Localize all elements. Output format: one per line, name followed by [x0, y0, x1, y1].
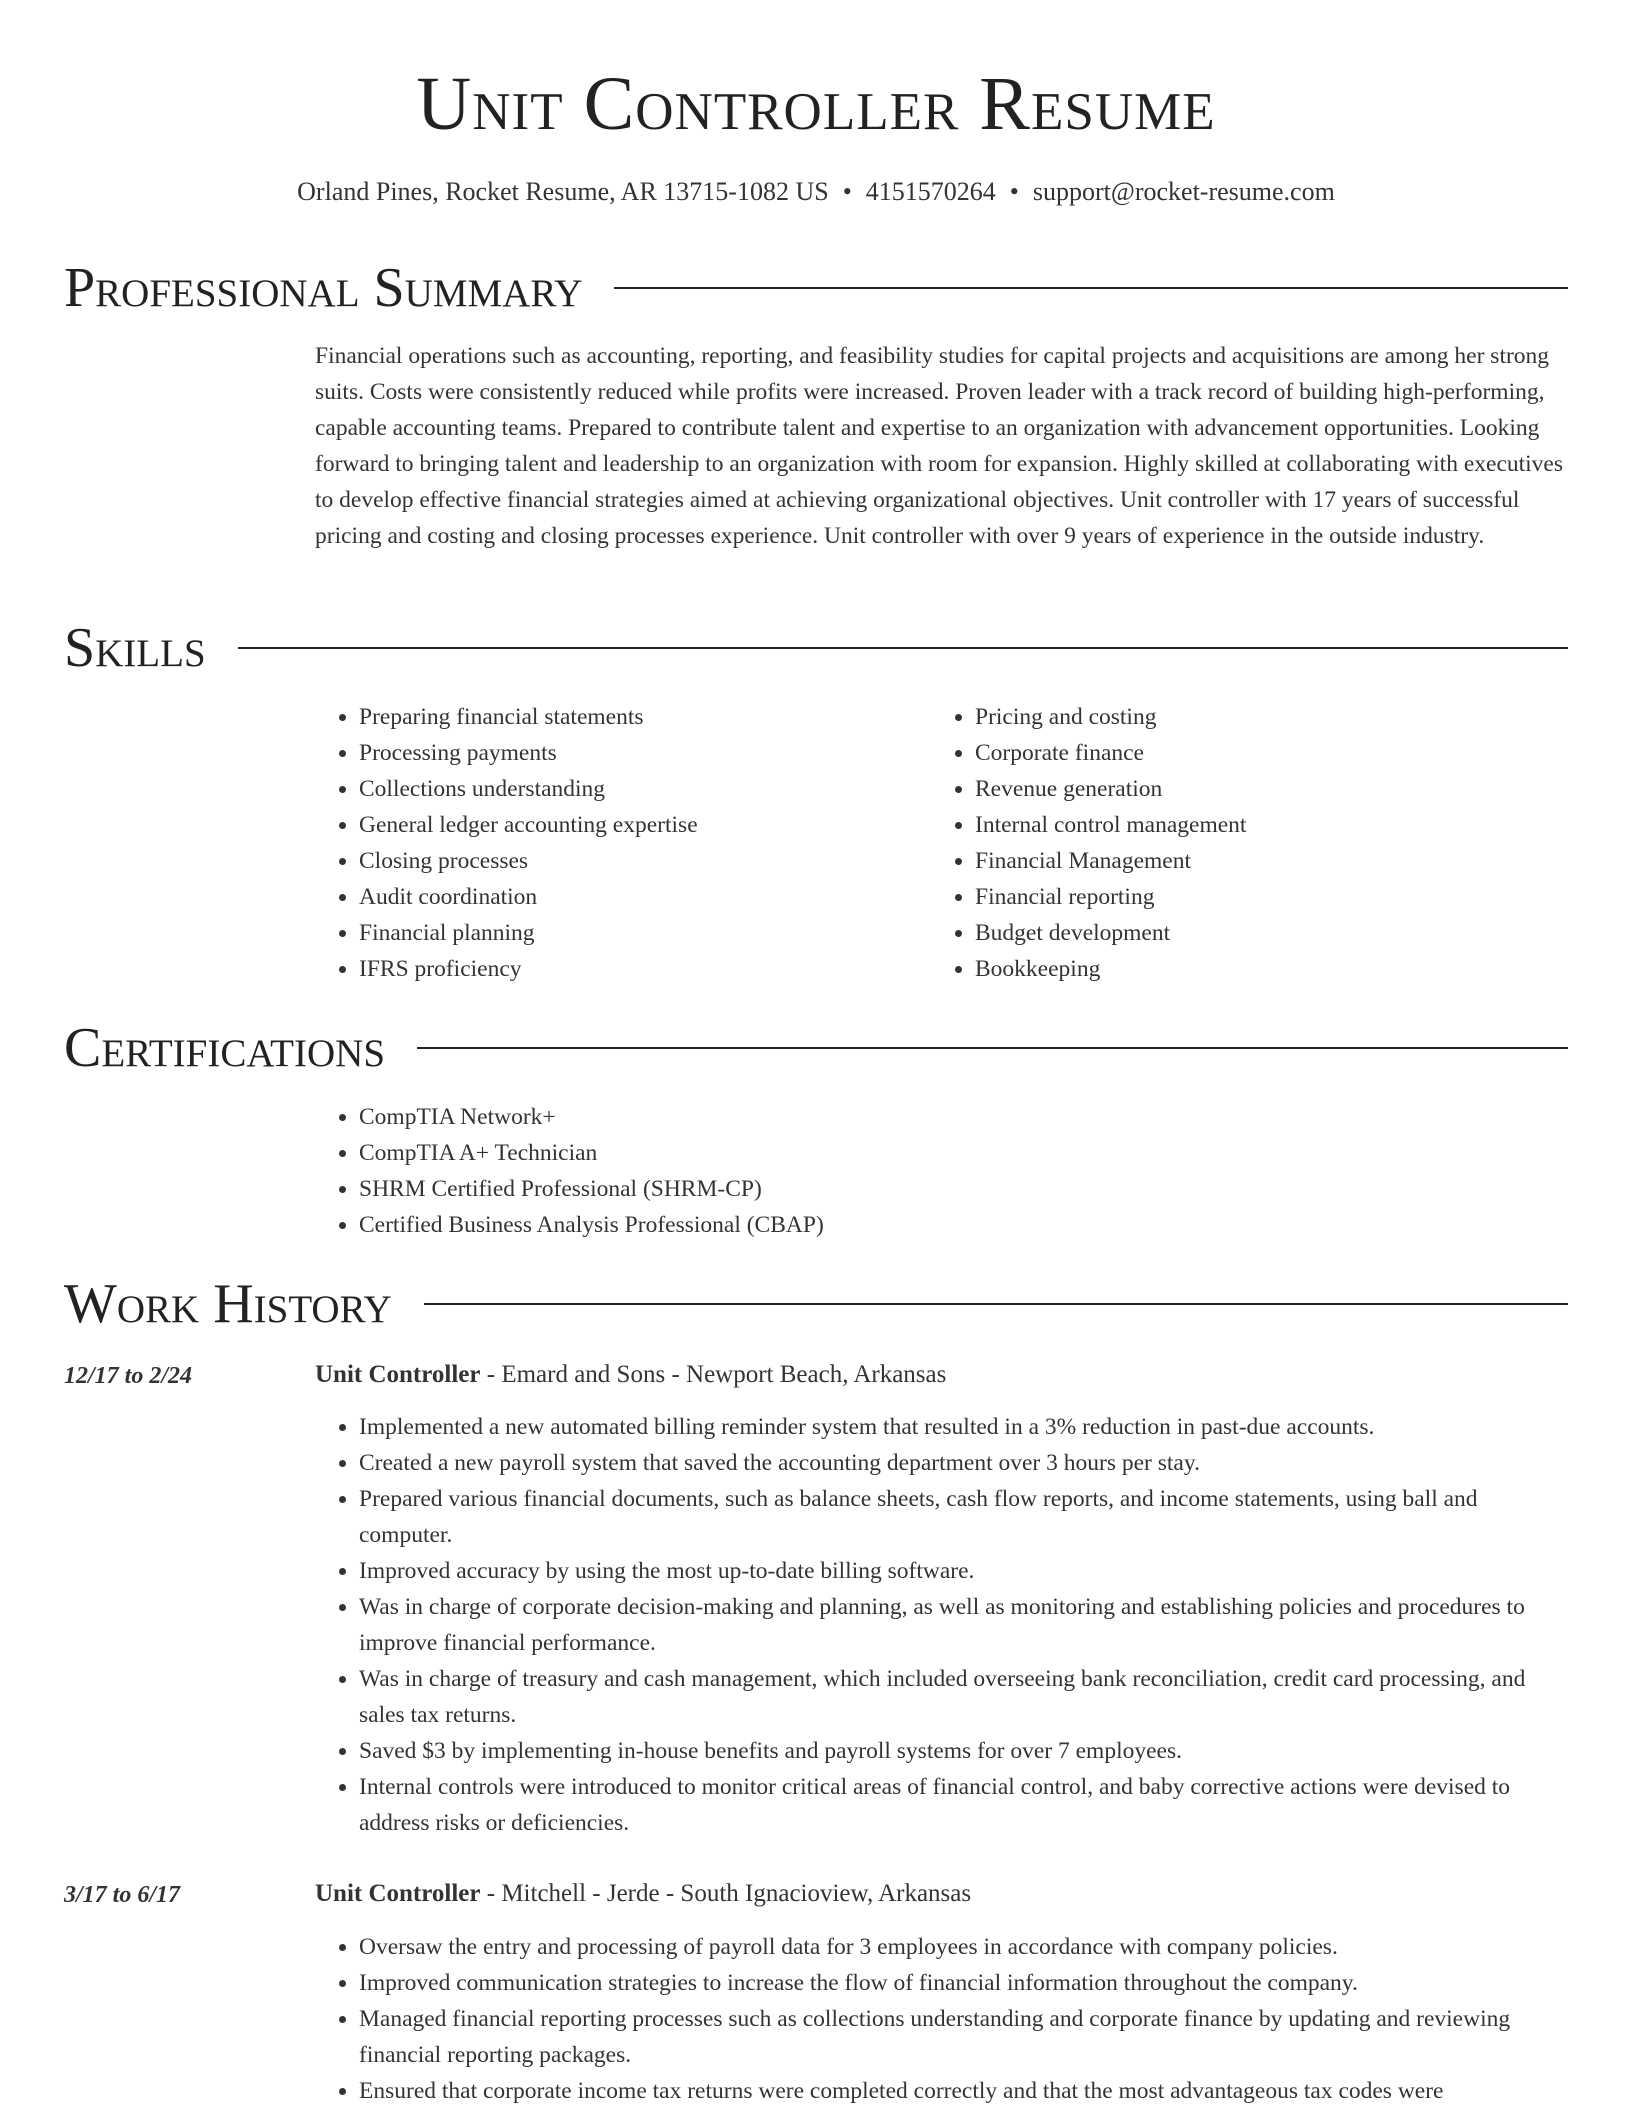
skill-item: • Budget development — [975, 915, 1547, 951]
skill-item: • Internal control management — [975, 807, 1547, 843]
skill-item: • Revenue generation — [975, 771, 1547, 807]
job-dates: 3/17 to 6/17 — [64, 1882, 181, 1908]
section-divider — [424, 1303, 1568, 1305]
responsibility-item: • Was in charge of corporate decision-making and planning, as well as monitoring and establishing policies and procedures to improve financial performance. — [359, 1589, 1567, 1661]
section-divider — [417, 1047, 1568, 1049]
certifications-list — [315, 1099, 1567, 1243]
job-title: Unit Controller — [315, 1880, 481, 1907]
certification-item: • SHRM Certified Professional (SHRM-CP) — [359, 1171, 1567, 1207]
job-employer-location: - Mitchell - Jerde - South Ignacioview, Arkansas — [480, 1880, 972, 1907]
responsibility-item: • Improved accuracy by using the most up-to-date billing software. — [359, 1553, 1567, 1589]
contact-email[interactable]: support@rocket-resume.com — [1032, 177, 1335, 206]
responsibility-item: • Oversaw the entry and processing of payroll data for 3 employees in accordance with company policies. — [359, 1929, 1567, 1965]
responsibility-item: • Internal controls were introduced to monitor critical areas of financial control, and baby corrective actions were devised to address risks or deficiencies. — [359, 1769, 1567, 1841]
skill-item: • Collections understanding — [359, 771, 931, 807]
responsibility-item: • Improved communication strategies to increase the flow of financial information throughout the company. — [359, 1965, 1567, 2001]
skills-column-right — [931, 699, 1547, 987]
responsibility-item: • Saved $3 by implementing in-house benefits and payroll systems for over 7 employees. — [359, 1733, 1567, 1769]
certification-item: • Certified Business Analysis Professional (CBAP) — [359, 1207, 1567, 1243]
responsibility-item: • Prepared various financial documents, such as balance sheets, cash flow reports, and income statements, using ball and computer. — [359, 1481, 1567, 1553]
job-heading — [315, 1876, 971, 1912]
certification-item: • CompTIA A+ Technician — [359, 1135, 1567, 1171]
responsibility-item: • Created a new payroll system that saved the accounting department over 3 hours per stay. — [359, 1445, 1567, 1481]
contact-separator: • — [1009, 177, 1019, 206]
skills-list — [315, 699, 1567, 987]
section-title-certifications: Certifications — [64, 1017, 386, 1079]
job-employer-location: - Emard and Sons - Newport Beach, Arkansas — [480, 1361, 947, 1388]
section-divider — [614, 287, 1568, 289]
summary-paragraph: Financial operations such as accounting, reporting, and feasibility studies for capital projects and acquisitions are among her strong suits. Costs were consistently reduced while profits were increased. Proven leader with a track record of building high-performing, capable accounting teams. Prepared to contribute talent and expertise to an organization with advancement opportunities. Looking forward to bringing talent and leadership to an organization with room for expansion. Highly skilled at collaborating with executives to develop effective financial strategies aimed at achieving organizational objectives. Unit controller with 17 years of successful pricing and costing and closing processes experience. Unit controller with over 9 years of experience in the outside industry. — [315, 343, 1564, 549]
skills-section-header — [64, 616, 1568, 680]
contact-separator: • — [842, 177, 852, 206]
contact-phone[interactable]: 4151570264 — [865, 177, 996, 206]
skill-item: • Financial Management — [975, 843, 1547, 879]
work-history-section-header — [64, 1272, 1568, 1336]
job-title: Unit Controller — [315, 1361, 481, 1388]
summary-section-header — [64, 256, 1568, 320]
skill-item: • General ledger accounting expertise — [359, 807, 931, 843]
contact-address: Orland Pines, Rocket Resume, AR 13715-1082 US — [297, 177, 829, 206]
skills-column-left — [315, 699, 931, 987]
skill-item: • Processing payments — [359, 735, 931, 771]
resume-title: Unit Controller Resume — [416, 62, 1216, 146]
contact-line — [0, 174, 1632, 210]
skill-item: • Bookkeeping — [975, 951, 1547, 987]
certifications-section-header — [64, 1016, 1568, 1080]
skill-item: • Financial planning — [359, 915, 931, 951]
job-responsibilities — [315, 1929, 1567, 2109]
job-dates: 12/17 to 2/24 — [64, 1363, 193, 1389]
skill-item: • IFRS proficiency — [359, 951, 931, 987]
section-title-summary: Professional Summary — [64, 257, 583, 319]
responsibility-item: • Implemented a new automated billing reminder system that resulted in a 3% reduction in past-due accounts. — [359, 1409, 1567, 1445]
job-responsibilities — [315, 1409, 1567, 1841]
certification-item: • CompTIA Network+ — [359, 1099, 1567, 1135]
job-heading — [315, 1357, 946, 1393]
skill-item: • Financial reporting — [975, 879, 1547, 915]
responsibility-item: • Managed financial reporting processes such as collections understanding and corporate finance by updating and reviewing financial reporting packages. — [359, 2001, 1567, 2073]
responsibility-item: • Ensured that corporate income tax returns were completed correctly and that the most advantageous tax codes were — [359, 2073, 1567, 2109]
section-title-skills: Skills — [64, 617, 206, 679]
skill-item: • Corporate finance — [975, 735, 1547, 771]
section-divider — [238, 647, 1568, 649]
skill-item: • Audit coordination — [359, 879, 931, 915]
section-title-work-history: Work History — [64, 1273, 392, 1335]
skill-item: • Preparing financial statements — [359, 699, 931, 735]
responsibility-item: • Was in charge of treasury and cash management, which included overseeing bank reconciliation, credit card processing, and sales tax returns. — [359, 1661, 1567, 1733]
skill-item: • Closing processes — [359, 843, 931, 879]
skill-item: • Pricing and costing — [975, 699, 1547, 735]
